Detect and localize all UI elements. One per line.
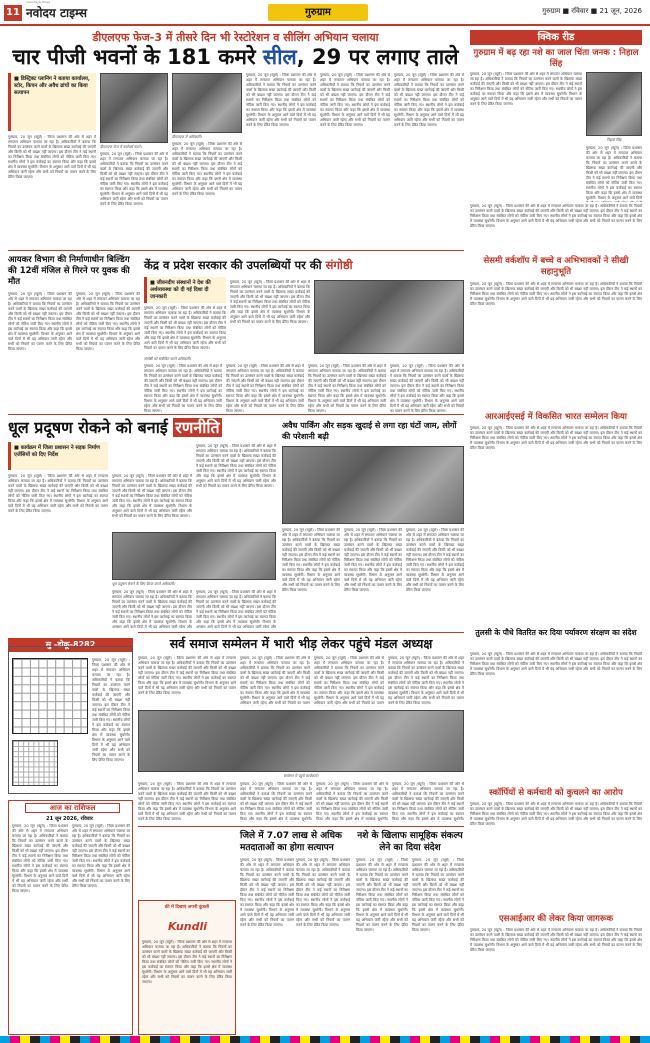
story6-body-col3: गुरुग्राम, 20 जून (ब्यूरो) : जिला प्रशासन की ओर से शहर में लगातार अभियान चलाया जा रहा है। अधिकारियों ने बताया कि नियमों का उल्लंघन करने वालों के खिलाफ सख्त कार्रवाई की जाएगी और किसी को भी बख्शा नहीं जाएगा। इस दौरान टीम ने कई स्थानों का निरीक्षण किया तथा संबंधित लोगों को नोटिस जारी किए गए। स्थानीय लोगों ने इस कार्रवाई का स्वागत किया और कहा कि इससे क्षेत्र में व्यवस्था सुधरेगी। विभाग के अनुसार आने वाले दिनों में भी यह अभियान जारी रहेगा और सभी को नियमों का पालन bbox=[314, 656, 384, 705]
right-story3-headline: आरआईएसई में विकसित भारत सम्मेलन किया bbox=[485, 412, 627, 422]
story3-body-col1: गुरुग्राम, 20 जून (ब्यूरो) : जिला प्रशासन की ओर से शहर में लगातार अभियान चलाया जा रहा है। अधिकारियों ने बताया कि नियमों का उल्लंघन करने वालों के खिलाफ सख्त कार्रवाई की जाएगी और किसी को भी बख्शा नहीं जाएगा। इस दौरान टीम ने कई स्थानों का निरीक्षण किया तथा संबंधित लोगों को नोटिस जारी किए गए। स्थानीय लोगों ने इस कार्रवाई का स्वागत किया और कहा कि इससे क्षेत्र में व्यवस्था सुधरेगी। विभाग के अनुसार आने वाले दिनों में भी यह अभियान जारी रहेगा और सभी को नियमों का पालन करने के लिए प्रेरित किया जाएगा। bbox=[144, 306, 226, 350]
lead-body-col6: गुरुग्राम, 20 जून (ब्यूरो) : जिला प्रशासन की ओर से शहर में लगातार अभियान चलाया जा रहा है। अधिकारियों ने बताया कि नियमों का उल्लंघन करने वालों के खिलाफ सख्त कार्रवाई की जाएगी और किसी को भी बख्शा नहीं जाएगा। इस दौरान टीम ने कई स्थानों का निरीक्षण किया तथा संबंधित लोगों को नोटिस जारी किए गए। स्थानीय लोगों ने इस कार्रवाई का स्वागत किया और कहा कि इससे क्षेत्र में व्यवस्था सुधरेगी। विभाग के अनुसार आने वाले दिनों में भी यह अभियान जारी रहेगा और सभी को नियमों का पालन करने के लिए प्रेरित किया जाएगा। bbox=[394, 73, 464, 127]
right-story5-headline: स्कॉर्पियों से कर्मचारी को कुचलने का आरोप bbox=[489, 788, 623, 798]
right-story6-body: गुरुग्राम, 20 जून (ब्यूरो) : जिला प्रशासन की ओर से शहर में लगातार अभियान चलाया जा रहा है। अधिकारियों ने बताया कि नियमों का उल्लंघन करने वालों के खिलाफ सख्त कार्रवाई की जाएगी और किसी को भी बख्शा नहीं जाएगा। इस दौरान टीम ने कई स्थानों का निरीक्षण किया तथा संबंधित लोगों को नोटिस जारी किए गए। स्थानीय लोगों ने इस कार्रवाई का स्वागत किया और कहा कि इससे क्षेत्र में व्यवस्था सुधरेगी। विभाग के अनुसार आने वाले दिनों में भी यह अभियान जारी रहेगा और सभी को नियमों का पालन करने के लिए प्रेरित किया जाएगा। bbox=[470, 928, 642, 952]
story8-body-col2: गुरुग्राम, 20 जून (ब्यूरो) : जिला प्रशासन की ओर से शहर में लगातार अभियान चलाया जा रहा है। अधिकारियों ने बताया कि नियमों का उल्लंघन करने वालों के खिलाफ सख्त कार्रवाई की जाएगी और किसी को भी बख्शा नहीं जाएगा। इस दौरान टीम ने कई स्थानों का निरीक्षण किया तथा संबंधित लोगों को नोटिस जारी किए गए। स्थानीय लोगों ने इस कार्रवाई का स्वागत किया और कहा कि इससे क्षेत्र में व्यवस्था सुधरेगी। विभाग के अनुसार आने वाले दिनों में भी यह अभियान जारी रहेगा और सभी को नियमों का पालन करने के लिए प्रेरित किया जाएगा। bbox=[412, 858, 464, 932]
divider bbox=[8, 414, 464, 415]
horoscope-date: 21 जून 2026, रविवार bbox=[46, 816, 93, 822]
paper-name: नवोदय टाइम्स bbox=[26, 6, 88, 20]
story4-subhead: ■ कार्यक्रम में जिला प्रशासन ने सड़क निर्माण एजेंसियों को दिए निर्देश bbox=[14, 445, 100, 458]
sudoku-instructions: गुरुग्राम, 20 जून (ब्यूरो) : जिला प्रशासन की ओर से शहर में लगातार अभियान चलाया जा रहा है। अधिकारियों ने बताया कि नियमों का उल्लंघन करने वालों के खिलाफ सख्त कार्रवाई की जाएगी और किसी को भी बख्शा नहीं जाएगा। इस दौरान टीम ने कई स्थानों का निरीक्षण किया तथा संबंधित लोगों को नोटिस जारी किए गए। स्थानीय लोगों ने इस कार्रवाई का स्वागत किया और कहा कि इससे क्षेत्र में व्यवस्था सुधरेगी। विभाग के अनुसार आने वाले दिनों में भी यह अभियान जारी रहेगा और सभी को नियमों का पालन करने के लिए प्रेरित किया जाएगा। bbox=[92, 658, 130, 762]
horoscope-col2: गुरुग्राम, 20 जून (ब्यूरो) : जिला प्रशासन की ओर से शहर में लगातार अभियान चलाया जा रहा है। अधिकारियों ने बताया कि नियमों का उल्लंघन करने वालों के खिलाफ सख्त कार्रवाई की जाएगी और किसी को भी बख्शा नहीं जाएगा। इस दौरान टीम ने कई स्थानों का निरीक्षण किया तथा संबंधित लोगों को नोटिस जारी किए गए। स्थानीय लोगों ने इस कार्रवाई का स्वागत किया और कहा कि इससे क्षेत्र में व्यवस्था सुधरेगी। विभाग के अनुसार आने वाले दिनों में भी यह अभियान जारी रहेगा और सभी को नियमों का पालन करने के लिए प्रेरित किया जाएगा। bbox=[72, 824, 130, 888]
right-story1-body2: गुरुग्राम, 20 जून (ब्यूरो) : जिला प्रशासन की ओर से शहर में लगातार अभियान चलाया जा रहा है। अधिकारियों ने बताया कि नियमों का उल्लंघन करने वालों के खिलाफ सख्त कार्रवाई की जाएगी और किसी को भी बख्शा नहीं जाएगा। इस दौरान टीम ने कई स्थानों का निरीक्षण किया तथा संबंधित लोगों को नोटिस जारी किए गए। स्थानीय लोगों ने इस कार्रवाई का स्वागत किया और कहा कि इससे क्षेत्र में व्यवस्था सुधरेगी। विभाग के अनुसार आने वाले दिनों bbox=[586, 146, 642, 200]
story4-photo bbox=[112, 532, 276, 580]
story3-subhead: ■ जीवनदीप संस्थानों ने देश की अर्थव्यवस्था को दी गई दिशा दी जानकारी bbox=[150, 280, 211, 300]
story8-body-col1: गुरुग्राम, 20 जून (ब्यूरो) : जिला प्रशासन की ओर से शहर में लगातार अभियान चलाया जा रहा है। अधिकारियों ने बताया कि नियमों का उल्लंघन करने वालों के खिलाफ सख्त कार्रवाई की जाएगी और किसी को भी बख्शा नहीं जाएगा। इस दौरान टीम ने कई स्थानों का निरीक्षण किया तथा संबंधित लोगों को नोटिस जारी किए गए। स्थानीय लोगों ने इस कार्रवाई का स्वागत किया और कहा कि इससे क्षेत्र में व्यवस्था सुधरेगी। विभाग के अनुसार आने वाले दिनों में भी यह अभियान जारी रहेगा और सभी को नियमों का पालन करने के लिए प्रेरित किया जाएगा। bbox=[356, 858, 408, 932]
sudoku-title: सु -डोकू-8282 bbox=[8, 638, 133, 652]
sudoku-answer-grid bbox=[12, 740, 58, 786]
lead-caption-2: डीएलएफ में अधिकारी। bbox=[172, 135, 202, 139]
lead-points: ■ डिस्ट्रिक्ट प्लानिंग ने बताया कार्यालय, स्टोर, किचन और अवैध ढांचों का किया सत्यापन bbox=[14, 76, 90, 96]
story4-caption: धूल प्रदूषण रोकने के लिए बैठक करते अधिकारी। bbox=[112, 582, 176, 586]
lead-photo-1 bbox=[100, 73, 168, 143]
story4-headline bbox=[8, 418, 308, 438]
lead-caption-1: डीएलएफ फेज में कार्रवाई करते। bbox=[100, 145, 142, 149]
story3-body-col2: गुरुग्राम, 20 जून (ब्यूरो) : जिला प्रशासन की ओर से शहर में लगातार अभियान चलाया जा रहा है। अधिकारियों ने बताया कि नियमों का उल्लंघन करने वालों के खिलाफ सख्त कार्रवाई की जाएगी और किसी को भी बख्शा नहीं जाएगा। इस दौरान टीम ने कई स्थानों का निरीक्षण किया तथा संबंधित लोगों को नोटिस जारी किए गए। स्थानीय लोगों ने इस कार्रवाई का स्वागत किया और कहा कि इससे क्षेत्र में व्यवस्था सुधरेगी। विभाग के अनुसार आने वाले दिनों में भी यह अभियान जारी रहेगा और सभी को नियमों का पालन करने के लिए प्रेरित किया जाएगा। bbox=[230, 280, 310, 324]
story4-body-col3: गुरुग्राम, 20 जून (ब्यूरो) : जिला प्रशासन की ओर से शहर में लगातार अभियान चलाया जा रहा है। अधिकारियों ने बताया कि नियमों का उल्लंघन करने वालों के खिलाफ सख्त कार्रवाई की जाएगी और किसी को भी बख्शा नहीं जाएगा। इस दौरान टीम ने कई स्थानों का निरीक्षण किया तथा संबंधित लोगों को नोटिस जारी किए गए। स्थानीय लोगों ने इस कार्रवाई का स्वागत किया और कहा कि इससे क्षेत्र में व्यवस्था सुधरेगी। विभाग के अनुसार आने वाले दिनों में भी यह अभियान जारी रहेगा और सभी को नियमों का पालन करने के लिए प्रेरित किया जाएगा। bbox=[196, 444, 276, 488]
story6-body-col6: गुरुग्राम, 20 जून (ब्यूरो) : जिला प्रशासन की ओर से शहर में लगातार अभियान चलाया जा रहा है। अधिकारियों ने बताया कि नियमों का उल्लंघन करने वालों के खिलाफ सख्त कार्रवाई की जाएगी और किसी को भी बख्शा नहीं जाएगा। इस दौरान टीम ने कई स्थानों का निरीक्षण किया तथा संबंधित लोगों को नोटिस जारी किए गए। स्थानीय लोगों ने इस कार्रवाई का स्वागत किया और कहा कि इससे क्षेत्र में व्यवस्था सुधरेगी। bbox=[240, 782, 312, 821]
divider bbox=[138, 632, 464, 633]
story5-body-col1: गुरुग्राम, 20 जून (ब्यूरो) : जिला प्रशासन की ओर से शहर में लगातार अभियान चलाया जा रहा है। अधिकारियों ने बताया कि नियमों का उल्लंघन करने वालों के खिलाफ सख्त कार्रवाई की जाएगी और किसी को भी बख्शा नहीं जाएगा। इस दौरान टीम ने कई स्थानों का निरीक्षण किया तथा संबंधित लोगों को नोटिस जारी किए गए। स्थानीय लोगों ने इस कार्रवाई का स्वागत किया और कहा कि इससे क्षेत्र में व्यवस्था सुधरेगी। विभाग के अनुसार आने वाले दिनों में भी यह अभियान जारी रहेगा और सभी को नियमों का पालन करने के लिए प्रेरित किया जाएगा। bbox=[282, 528, 340, 592]
story3-headline-b: संगोष्ठी bbox=[325, 258, 353, 272]
right-story1-body: गुरुग्राम, 20 जून (ब्यूरो) : जिला प्रशासन की ओर से शहर में लगातार अभियान चलाया जा रहा है। अधिकारियों ने बताया कि नियमों का उल्लंघन करने वालों के खिलाफ सख्त कार्रवाई की जाएगी और किसी को भी बख्शा नहीं जाएगा। इस दौरान टीम ने कई स्थानों का निरीक्षण किया तथा संबंधित लोगों को नोटिस जारी किए गए। स्थानीय लोगों ने इस कार्रवाई का स्वागत किया और कहा कि इससे क्षेत्र में व्यवस्था सुधरेगी। विभाग के अनुसार आने वाले दिनों में भी यह अभियान जारी रहेगा और सभी को नियमों का पालन करने के लिए प्रेरित किया जाएगा। bbox=[470, 72, 582, 106]
story6-body-col4: गुरुग्राम, 20 जून (ब्यूरो) : जिला प्रशासन की ओर से शहर में लगातार अभियान चलाया जा रहा है। अधिकारियों ने बताया कि नियमों का उल्लंघन करने वालों के खिलाफ सख्त कार्रवाई की जाएगी और किसी को भी बख्शा नहीं जाएगा। इस दौरान टीम ने कई स्थानों का निरीक्षण किया तथा संबंधित लोगों को नोटिस जारी किए गए। स्थानीय लोगों ने इस कार्रवाई का स्वागत किया और कहा कि इससे क्षेत्र में व्यवस्था सुधरेगी। विभाग के अनुसार आने वाले दिनों में भी यह अभियान जारी रहेगा और सभी को नियमों का पालन करने के लिए प्रेरित किया जाएगा। bbox=[388, 656, 464, 705]
right-story3-body: गुरुग्राम, 20 जून (ब्यूरो) : जिला प्रशासन की ओर से शहर में लगातार अभियान चलाया जा रहा है। अधिकारियों ने बताया कि नियमों का उल्लंघन करने वालों के खिलाफ सख्त कार्रवाई की जाएगी और किसी को भी बख्शा नहीं जाएगा। इस दौरान टीम ने कई स्थानों का निरीक्षण किया तथा संबंधित लोगों को नोटिस जारी किए गए। स्थानीय लोगों ने इस कार्रवाई का स्वागत किया और कहा कि इससे क्षेत्र में व्यवस्था सुधरेगी। विभाग के अनुसार आने वाले दिनों में भी यह अभियान जारी रहेगा और सभी को नियमों का पालन करने के लिए प्रेरित किया जाएगा। bbox=[470, 426, 642, 450]
story5-photo bbox=[282, 446, 464, 524]
right-story1-photo bbox=[586, 72, 642, 136]
lead-headline-c: , 29 पर लगाए ताले bbox=[296, 45, 459, 69]
story7-headline: जिले में 7.07 लाख से अधिक मतदाताओं का होगा सत्यापन bbox=[240, 831, 342, 853]
story6-headline: सर्व समाज सम्मेलन में भारी भीड़ लेकर पहुंचे मंडल अध्यक्ष bbox=[169, 636, 433, 651]
story4-headline-b: रणनीति bbox=[175, 418, 220, 437]
right-story1-caption: निहाल सिंह bbox=[606, 138, 622, 142]
right-story2-body: गुरुग्राम, 20 जून (ब्यूरो) : जिला प्रशासन की ओर से शहर में लगातार अभियान चलाया जा रहा है। अधिकारियों ने बताया कि नियमों का उल्लंघन करने वालों के खिलाफ सख्त कार्रवाई की जाएगी और किसी को भी बख्शा नहीं जाएगा। इस दौरान टीम ने कई स्थानों का निरीक्षण किया तथा संबंधित लोगों को नोटिस जारी किए गए। स्थानीय लोगों ने इस कार्रवाई का स्वागत किया और कहा कि इससे क्षेत्र में व्यवस्था सुधरेगी। विभाग के अनुसार आने वाले दिनों में भी यह अभियान जारी रहेगा और सभी को नियमों का पालन करने के लिए प्रेरित किया जाएगा। bbox=[470, 282, 642, 306]
story6-body-col8: गुरुग्राम, 20 जून (ब्यूरो) : जिला प्रशासन की ओर से शहर में लगातार अभियान चलाया जा रहा है। अधिकारियों ने बताया कि नियमों का उल्लंघन करने वालों के खिलाफ सख्त कार्रवाई की जाएगी और किसी को भी बख्शा नहीं जाएगा। इस दौरान टीम ने कई स्थानों का निरीक्षण किया तथा संबंधित लोगों को नोटिस जारी किए गए। स्थानीय लोगों ने इस कार्रवाई का स्वागत किया और कहा कि इससे क्षेत्र में व्यवस्था सुधरेगी। bbox=[392, 782, 464, 821]
kundli-logo: Kundli bbox=[168, 920, 207, 933]
story3-headline-a: केंद्र व प्रदेश सरकार की उपलब्धियों पर की bbox=[144, 258, 326, 272]
lead-body-col4: गुरुग्राम, 20 जून (ब्यूरो) : जिला प्रशासन की ओर से शहर में लगातार अभियान चलाया जा रहा है। अधिकारियों ने बताया कि नियमों का उल्लंघन करने वालों के खिलाफ सख्त कार्रवाई की जाएगी और किसी को भी बख्शा नहीं जाएगा। इस दौरान टीम ने कई स्थानों का निरीक्षण किया तथा संबंधित लोगों को नोटिस जारी किए गए। स्थानीय लोगों ने इस कार्रवाई का स्वागत किया और कहा कि इससे क्षेत्र में व्यवस्था सुधरेगी। विभाग के अनुसार आने वाले दिनों में भी यह अभियान जारी रहेगा और सभी को नियमों का पालन करने के लिए प्रेरित किया जाएगा। bbox=[246, 73, 316, 127]
story6-photo bbox=[138, 710, 464, 772]
right-story1-headline: गुरुग्राम में बढ़ रहा नशे का जाल चिंता जनक : निहाल सिंह bbox=[473, 48, 639, 69]
right-story5-body: गुरुग्राम, 20 जून (ब्यूरो) : जिला प्रशासन की ओर से शहर में लगातार अभियान चलाया जा रहा है। अधिकारियों ने बताया कि नियमों का उल्लंघन करने वालों के खिलाफ सख्त कार्रवाई की जाएगी और किसी को भी बख्शा नहीं जाएगा। इस दौरान टीम ने कई स्थानों का निरीक्षण किया तथा संबंधित लोगों को नोटिस जारी किए गए। स्थानीय लोगों ने इस कार्रवाई का स्वागत किया और कहा कि इससे क्षेत्र में व्यवस्था सुधरेगी। विभाग के अनुसार आने वाले दिनों में भी यह अभियान जारी रहेगा और सभी को नियमों का पालन करने के लिए प्रेरित किया जाएगा। bbox=[470, 802, 642, 826]
story6-body-col5: गुरुग्राम, 20 जून (ब्यूरो) : जिला प्रशासन की ओर से शहर में लगातार अभियान चलाया जा रहा है। अधिकारियों ने बताया कि नियमों का उल्लंघन करने वालों के खिलाफ सख्त कार्रवाई की जाएगी और किसी को भी बख्शा नहीं जाएगा। इस दौरान टीम ने कई स्थानों का निरीक्षण किया तथा संबंधित लोगों को नोटिस जारी किए गए। स्थानीय लोगों ने इस कार्रवाई का स्वागत किया और कहा कि इससे क्षेत्र में व्यवस्था सुधरेगी। विभाग के अनुसार आने वाले दिनों में भी यह अभियान जारी रहेगा और सभी को नियमों का पालन करने के लिए प्रेरित किया जाएगा। bbox=[138, 782, 236, 821]
horoscope-title: आज का राशिफल bbox=[25, 803, 120, 813]
story3-body-col4: गुरुग्राम, 20 जून (ब्यूरो) : जिला प्रशासन की ओर से शहर में लगातार अभियान चलाया जा रहा है। अधिकारियों ने बताया कि नियमों का उल्लंघन करने वालों के खिलाफ सख्त कार्रवाई की जाएगी और किसी को भी बख्शा नहीं जाएगा। इस दौरान टीम ने कई स्थानों का निरीक्षण किया तथा संबंधित लोगों को नोटिस जारी किए गए। स्थानीय लोगों ने इस कार्रवाई का स्वागत किया और कहा कि इससे क्षेत्र में व्यवस्था सुधरेगी। विभाग के अनुसार आने वाले दिनों में भी यह अभियान जारी रहेगा और सभी को नियमों का पालन करने के लिए प्रेरित किया जाएगा। bbox=[226, 364, 304, 412]
story8-headline: नशे के खिलाफ सामूहिक संकल्प लेने का दिया संदेश bbox=[357, 831, 463, 853]
horoscope-col1: गुरुग्राम, 20 जून (ब्यूरो) : जिला प्रशासन की ओर से शहर में लगातार अभियान चलाया जा रहा है। अधिकारियों ने बताया कि नियमों का उल्लंघन करने वालों के खिलाफ सख्त कार्रवाई की जाएगी और किसी को भी बख्शा नहीं जाएगा। इस दौरान टीम ने कई स्थानों का निरीक्षण किया तथा संबंधित लोगों को नोटिस जारी किए गए। स्थानीय लोगों ने इस कार्रवाई का स्वागत किया और कहा कि इससे क्षेत्र में व्यवस्था सुधरेगी। विभाग के अनुसार आने वाले दिनों में भी यह अभियान जारी रहेगा और सभी को नियमों का पालन करने के लिए प्रेरित किया जाएगा। bbox=[12, 824, 68, 893]
lead-headline-a: चार पीजी भवनों के 181 कमरे bbox=[12, 45, 263, 69]
kundli-ad-text: गुरुग्राम, 20 जून (ब्यूरो) : जिला प्रशासन की ओर से शहर में लगातार अभियान चलाया जा रहा है। अधिकारियों ने बताया कि नियमों का उल्लंघन करने वालों के खिलाफ सख्त कार्रवाई की जाएगी और किसी को भी बख्शा नहीं जाएगा। इस दौरान टीम ने कई स्थानों का निरीक्षण किया तथा संबंधित लोगों को नोटिस जारी किए गए। स्थानीय लोगों ने इस कार्रवाई का स्वागत किया और कहा कि इससे क्षेत्र में व्यवस्था सुधरेगी। विभाग के अनुसार आने वाले दिनों में भी यह अभियान जारी रहेगा और सभी को नियमों का पालन करने के लिए प्रेरित किया जाएगा। bbox=[142, 940, 232, 984]
page-number: 11 bbox=[4, 5, 22, 21]
paper-subtitle: navodaya times bbox=[26, 0, 51, 4]
story7-body-col1: गुरुग्राम, 20 जून (ब्यूरो) : जिला प्रशासन की ओर से शहर में लगातार अभियान चलाया जा रहा है। अधिकारियों ने बताया कि नियमों का उल्लंघन करने वालों के खिलाफ सख्त कार्रवाई की जाएगी और किसी को भी बख्शा नहीं जाएगा। इस दौरान टीम ने कई स्थानों का निरीक्षण किया तथा संबंधित लोगों को नोटिस जारी किए गए। स्थानीय लोगों ने इस कार्रवाई का स्वागत किया और कहा कि इससे क्षेत्र में व्यवस्था सुधरेगी। विभाग के अनुसार आने वाले दिनों में भी यह अभियान जारी रहेगा और सभी को नियमों का पालन करने के लिए प्रेरित किया जाएगा। bbox=[240, 858, 294, 927]
story4-body-col4: गुरुग्राम, 20 जून (ब्यूरो) : जिला प्रशासन की ओर से शहर में लगातार अभियान चलाया जा रहा है। अधिकारियों ने बताया कि नियमों का उल्लंघन करने वालों के खिलाफ सख्त कार्रवाई की जाएगी और किसी को भी बख्शा नहीं जाएगा। इस दौरान टीम ने कई स्थानों का निरीक्षण किया तथा संबंधित लोगों को नोटिस जारी किए गए। स्थानीय लोगों ने इस कार्रवाई का स्वागत किया और कहा कि इससे क्षेत्र में व्यवस्था सुधरेगी। विभाग के अनुसार आने वाले दिनों में भी यह अभियान जारी रहेगा और bbox=[112, 590, 192, 628]
story3-body-col5: गुरुग्राम, 20 जून (ब्यूरो) : जिला प्रशासन की ओर से शहर में लगातार अभियान चलाया जा रहा है। अधिकारियों ने बताया कि नियमों का उल्लंघन करने वालों के खिलाफ सख्त कार्रवाई की जाएगी और किसी को भी बख्शा नहीं जाएगा। इस दौरान टीम ने कई स्थानों का निरीक्षण किया तथा संबंधित लोगों को नोटिस जारी किए गए। स्थानीय लोगों ने इस कार्रवाई का स्वागत किया और कहा कि इससे क्षेत्र में व्यवस्था सुधरेगी। विभाग के अनुसार आने वाले दिनों में भी यह अभियान जारी रहेगा और सभी को नियमों का पालन करने के लिए प्रेरित किया जाएगा। bbox=[308, 364, 386, 412]
masthead bbox=[0, 0, 650, 26]
right-story4-body: गुरुग्राम, 20 जून (ब्यूरो) : जिला प्रशासन की ओर से शहर में लगातार अभियान चलाया जा रहा है। अधिकारियों ने बताया कि नियमों का उल्लंघन करने वालों के खिलाफ सख्त कार्रवाई की जाएगी और किसी को भी बख्शा नहीं जाएगा। इस दौरान टीम ने कई स्थानों का निरीक्षण किया तथा संबंधित लोगों को नोटिस जारी किए गए। स्थानीय लोगों ने इस कार्रवाई का स्वागत किया और कहा कि इससे क्षेत्र में व्यवस्था सुधरेगी। विभाग के अनुसार आने वाले दिनों में भी यह अभियान जारी रहेगा और सभी को नियमों का पालन करने के लिए प्रेरित किया जाएगा। bbox=[470, 652, 642, 676]
right-story2-headline: सेसमी वर्कशॉप में बच्चे व अभिभावकों ने सीखी सहानुभूति bbox=[483, 256, 629, 277]
story6-body-col7: गुरुग्राम, 20 जून (ब्यूरो) : जिला प्रशासन की ओर से शहर में लगातार अभियान चलाया जा रहा है। अधिकारियों ने बताया कि नियमों का उल्लंघन करने वालों के खिलाफ सख्त कार्रवाई की जाएगी और किसी को भी बख्शा नहीं जाएगा। इस दौरान टीम ने कई स्थानों का निरीक्षण किया तथा संबंधित लोगों को नोटिस जारी किए गए। स्थानीय लोगों ने इस कार्रवाई का स्वागत किया और कहा कि इससे क्षेत्र में व्यवस्था सुधरेगी। bbox=[316, 782, 388, 821]
right-story4-headline: तुलसी के पौधे वितरित कर दिया पर्यावरण संरक्षण का संदेश bbox=[475, 628, 637, 637]
story6-body-col2: गुरुग्राम, 20 जून (ब्यूरो) : जिला प्रशासन की ओर से शहर में लगातार अभियान चलाया जा रहा है। अधिकारियों ने बताया कि नियमों का उल्लंघन करने वालों के खिलाफ सख्त कार्रवाई की जाएगी और किसी को भी बख्शा नहीं जाएगा। इस दौरान टीम ने कई स्थानों का निरीक्षण किया तथा संबंधित लोगों को नोटिस जारी किए गए। स्थानीय लोगों ने इस कार्रवाई का स्वागत किया और कहा कि इससे क्षेत्र में व्यवस्था सुधरेगी। विभाग के अनुसार आने वाले दिनों में भी यह अभियान जारी रहेगा और सभी को नियमों का पालन bbox=[240, 656, 310, 705]
lead-kicker: डीएलएफ फेज-3 में तीसरे दिन भी रेस्टोरेशन व सीलिंग अभियान चलाया bbox=[92, 31, 379, 44]
story2-body-col2: गुरुग्राम, 20 जून (ब्यूरो) : जिला प्रशासन की ओर से शहर में लगातार अभियान चलाया जा रहा है। अधिकारियों ने बताया कि नियमों का उल्लंघन करने वालों के खिलाफ सख्त कार्रवाई की जाएगी और किसी को भी बख्शा नहीं जाएगा। इस दौरान टीम ने कई स्थानों का निरीक्षण किया तथा संबंधित लोगों को नोटिस जारी किए गए। स्थानीय लोगों ने इस कार्रवाई का स्वागत किया और कहा कि इससे क्षेत्र में व्यवस्था सुधरेगी। विभाग के अनुसार आने वाले दिनों में भी यह अभियान जारी रहेगा और सभी को नियमों का पालन करने के लिए प्रेरित किया जाएगा। bbox=[76, 292, 140, 351]
story4-body-col5: गुरुग्राम, 20 जून (ब्यूरो) : जिला प्रशासन की ओर से शहर में लगातार अभियान चलाया जा रहा है। अधिकारियों ने बताया कि नियमों का उल्लंघन करने वालों के खिलाफ सख्त कार्रवाई की जाएगी और किसी को भी बख्शा नहीं जाएगा। इस दौरान टीम ने कई स्थानों का निरीक्षण किया तथा संबंधित लोगों को नोटिस जारी किए गए। स्थानीय लोगों ने इस कार्रवाई का स्वागत किया और कहा कि इससे क्षेत्र में व्यवस्था सुधरेगी। विभाग के अनुसार आने वाले दिनों में भी यह अभियान जारी रहेगा और bbox=[196, 590, 276, 628]
color-registration-bar bbox=[0, 1036, 650, 1043]
sudoku-grid bbox=[12, 658, 88, 734]
story5-headline: अवैध पार्किंग और सड़क खुदाई से लगा रहा घंटों जाम, लोगों की परेशानी बढ़ी bbox=[282, 421, 457, 441]
divider bbox=[138, 826, 464, 827]
story6-body-col1: गुरुग्राम, 20 जून (ब्यूरो) : जिला प्रशासन की ओर से शहर में लगातार अभियान चलाया जा रहा है। अधिकारियों ने बताया कि नियमों का उल्लंघन करने वालों के खिलाफ सख्त कार्रवाई की जाएगी और किसी को भी बख्शा नहीं जाएगा। इस दौरान टीम ने कई स्थानों का निरीक्षण किया तथा संबंधित लोगों को नोटिस जारी किए गए। स्थानीय लोगों ने इस कार्रवाई का स्वागत किया और कहा कि इससे क्षेत्र में व्यवस्था सुधरेगी। विभाग के अनुसार आने वाले दिनों में भी यह अभियान जारी रहेगा और सभी को नियमों का पालन करने के लिए प्रेरित किया जाएगा। bbox=[138, 656, 236, 695]
story3-subhead-box bbox=[144, 277, 226, 303]
story5-body-col3: गुरुग्राम, 20 जून (ब्यूरो) : जिला प्रशासन की ओर से शहर में लगातार अभियान चलाया जा रहा है। अधिकारियों ने बताया कि नियमों का उल्लंघन करने वालों के खिलाफ सख्त कार्रवाई की जाएगी और किसी को भी बख्शा नहीं जाएगा। इस दौरान टीम ने कई स्थानों का निरीक्षण किया तथा संबंधित लोगों को नोटिस जारी किए गए। स्थानीय लोगों ने इस कार्रवाई का स्वागत किया और कहा कि इससे क्षेत्र में व्यवस्था सुधरेगी। विभाग के अनुसार आने वाले दिनों में भी यह अभियान जारी रहेगा और सभी को नियमों का पालन करने के लिए प्रेरित किया जाएगा। bbox=[406, 528, 464, 592]
kundli-ad-sub: फ्री में दिखाएं अपनी कुंडली bbox=[164, 905, 210, 910]
section-tag: गुरुग्राम bbox=[268, 4, 368, 21]
date-line: गुरुग्राम ■ रविवार ■ 21 जून, 2026 bbox=[542, 7, 642, 15]
story4-headline-a: धूल प्रदूषण रोकने को बनाई bbox=[8, 418, 174, 437]
story3-headline bbox=[144, 258, 464, 272]
story3-photo bbox=[314, 280, 464, 354]
right-story6-headline: एसआईआर की लेकर किया जागरूक bbox=[498, 914, 614, 924]
lead-body-col2: गुरुग्राम, 20 जून (ब्यूरो) : जिला प्रशासन की ओर से शहर में लगातार अभियान चलाया जा रहा है। अधिकारियों ने बताया कि नियमों का उल्लंघन करने वालों के खिलाफ सख्त कार्रवाई की जाएगी और किसी को भी बख्शा नहीं जाएगा। इस दौरान टीम ने कई स्थानों का निरीक्षण किया तथा संबंधित लोगों को नोटिस जारी किए गए। स्थानीय लोगों ने इस कार्रवाई का स्वागत किया और कहा कि इससे क्षेत्र में व्यवस्था सुधरेगी। विभाग के अनुसार आने वाले दिनों में भी यह अभियान जारी रहेगा और सभी को नियमों का पालन करने के लिए प्रेरित किया जाएगा। bbox=[100, 152, 168, 206]
story3-body-col6: गुरुग्राम, 20 जून (ब्यूरो) : जिला प्रशासन की ओर से शहर में लगातार अभियान चलाया जा रहा है। अधिकारियों ने बताया कि नियमों का उल्लंघन करने वालों के खिलाफ सख्त कार्रवाई की जाएगी और किसी को भी बख्शा नहीं जाएगा। इस दौरान टीम ने कई स्थानों का निरीक्षण किया तथा संबंधित लोगों को नोटिस जारी किए गए। स्थानीय लोगों ने इस कार्रवाई का स्वागत किया और कहा कि इससे क्षेत्र में व्यवस्था सुधरेगी। विभाग के अनुसार आने वाले दिनों में भी यह अभियान जारी रहेगा और सभी को नियमों का पालन करने के लिए प्रेरित किया जाएगा। bbox=[390, 364, 464, 412]
divider bbox=[8, 250, 464, 251]
right-story1-body3: गुरुग्राम, 20 जून (ब्यूरो) : जिला प्रशासन की ओर से शहर में लगातार अभियान चलाया जा रहा है। अधिकारियों ने बताया कि नियमों का उल्लंघन करने वालों के खिलाफ सख्त कार्रवाई की जाएगी और किसी को भी बख्शा नहीं जाएगा। इस दौरान टीम ने कई स्थानों का निरीक्षण किया तथा संबंधित लोगों को नोटिस जारी किए गए। स्थानीय लोगों ने इस कार्रवाई का स्वागत किया और कहा कि इससे क्षेत्र में व्यवस्था सुधरेगी। विभाग के अनुसार आने वाले दिनों में भी यह अभियान जारी रहेगा और सभी को नियमों का पालन करने के लिए प्रेरित किया जाएगा। bbox=[470, 204, 642, 228]
lead-body-col3: गुरुग्राम, 20 जून (ब्यूरो) : जिला प्रशासन की ओर से शहर में लगातार अभियान चलाया जा रहा है। अधिकारियों ने बताया कि नियमों का उल्लंघन करने वालों के खिलाफ सख्त कार्रवाई की जाएगी और किसी को भी बख्शा नहीं जाएगा। इस दौरान टीम ने कई स्थानों का निरीक्षण किया तथा संबंधित लोगों को नोटिस जारी किए गए। स्थानीय लोगों ने इस कार्रवाई का स्वागत किया और कहा कि इससे क्षेत्र में व्यवस्था सुधरेगी। विभाग के अनुसार आने वाले दिनों में भी यह अभियान जारी रहेगा और सभी को नियमों का पालन करने के लिए प्रेरित किया जाएगा। bbox=[172, 142, 242, 196]
story4-body-col2: गुरुग्राम, 20 जून (ब्यूरो) : जिला प्रशासन की ओर से शहर में लगातार अभियान चलाया जा रहा है। अधिकारियों ने बताया कि नियमों का उल्लंघन करने वालों के खिलाफ सख्त कार्रवाई की जाएगी और किसी को भी बख्शा नहीं जाएगा। इस दौरान टीम ने कई स्थानों का निरीक्षण किया तथा संबंधित लोगों को नोटिस जारी किए गए। स्थानीय लोगों ने इस कार्रवाई का स्वागत किया और कहा कि इससे क्षेत्र में व्यवस्था सुधरेगी। विभाग के अनुसार आने वाले दिनों में भी यह अभियान जारी रहेगा और सभी को नियमों का पालन करने के लिए प्रेरित किया जाएगा। bbox=[112, 474, 192, 518]
story4-subhead-box bbox=[8, 442, 108, 470]
story3-caption: संगोष्ठी को संबोधित करते अधिकारी। bbox=[144, 357, 191, 361]
story6-caption: सम्मेलन में पहुंचे कार्यकर्ता। bbox=[283, 774, 319, 778]
lead-headline bbox=[8, 44, 463, 70]
lead-headline-b: सील bbox=[262, 45, 297, 69]
lead-body-col1: गुरुग्राम, 20 जून (ब्यूरो) : जिला प्रशासन की ओर से शहर में लगातार अभियान चलाया जा रहा है। अधिकारियों ने बताया कि नियमों का उल्लंघन करने वालों के खिलाफ सख्त कार्रवाई की जाएगी और किसी को भी बख्शा नहीं जाएगा। इस दौरान टीम ने कई स्थानों का निरीक्षण किया तथा संबंधित लोगों को नोटिस जारी किए गए। स्थानीय लोगों ने इस कार्रवाई का स्वागत किया और कहा कि इससे क्षेत्र में व्यवस्था सुधरेगी। विभाग के अनुसार आने वाले दिनों में भी यह अभियान जारी रहेगा और सभी को नियमों का पालन करने के लिए प्रेरित किया जाएगा। bbox=[8, 135, 96, 179]
story4-body-col1: गुरुग्राम, 20 जून (ब्यूरो) : जिला प्रशासन की ओर से शहर में लगातार अभियान चलाया जा रहा है। अधिकारियों ने बताया कि नियमों का उल्लंघन करने वालों के खिलाफ सख्त कार्रवाई की जाएगी और किसी को भी बख्शा नहीं जाएगा। इस दौरान टीम ने कई स्थानों का निरीक्षण किया तथा संबंधित लोगों को नोटिस जारी किए गए। स्थानीय लोगों ने इस कार्रवाई का स्वागत किया और कहा कि इससे क्षेत्र में व्यवस्था सुधरेगी। विभाग के अनुसार आने वाले दिनों में भी यह अभियान जारी रहेगा और सभी को नियमों का पालन करने के लिए प्रेरित किया जाएगा। bbox=[8, 474, 108, 513]
lead-points-box bbox=[8, 73, 96, 131]
story2-body-col1: गुरुग्राम, 20 जून (ब्यूरो) : जिला प्रशासन की ओर से शहर में लगातार अभियान चलाया जा रहा है। अधिकारियों ने बताया कि नियमों का उल्लंघन करने वालों के खिलाफ सख्त कार्रवाई की जाएगी और किसी को भी बख्शा नहीं जाएगा। इस दौरान टीम ने कई स्थानों का निरीक्षण किया तथा संबंधित लोगों को नोटिस जारी किए गए। स्थानीय लोगों ने इस कार्रवाई का स्वागत किया और कहा कि इससे क्षेत्र में व्यवस्था सुधरेगी। विभाग के अनुसार आने वाले दिनों में भी यह अभियान जारी रहेगा और सभी को नियमों का पालन करने के लिए प्रेरित किया जाएगा। bbox=[8, 292, 72, 351]
story5-body-col2: गुरुग्राम, 20 जून (ब्यूरो) : जिला प्रशासन की ओर से शहर में लगातार अभियान चलाया जा रहा है। अधिकारियों ने बताया कि नियमों का उल्लंघन करने वालों के खिलाफ सख्त कार्रवाई की जाएगी और किसी को भी बख्शा नहीं जाएगा। इस दौरान टीम ने कई स्थानों का निरीक्षण किया तथा संबंधित लोगों को नोटिस जारी किए गए। स्थानीय लोगों ने इस कार्रवाई का स्वागत किया और कहा कि इससे क्षेत्र में व्यवस्था सुधरेगी। विभाग के अनुसार आने वाले दिनों में भी यह अभियान जारी रहेगा और सभी को नियमों का पालन करने के लिए प्रेरित किया जाएगा। bbox=[344, 528, 402, 592]
lead-photo-2 bbox=[172, 73, 242, 133]
lead-body-col5: गुरुग्राम, 20 जून (ब्यूरो) : जिला प्रशासन की ओर से शहर में लगातार अभियान चलाया जा रहा है। अधिकारियों ने बताया कि नियमों का उल्लंघन करने वालों के खिलाफ सख्त कार्रवाई की जाएगी और किसी को भी बख्शा नहीं जाएगा। इस दौरान टीम ने कई स्थानों का निरीक्षण किया तथा संबंधित लोगों को नोटिस जारी किए गए। स्थानीय लोगों ने इस कार्रवाई का स्वागत किया और कहा कि इससे क्षेत्र में व्यवस्था सुधरेगी। विभाग के अनुसार आने वाले दिनों में भी यह अभियान जारी रहेगा और सभी को नियमों का पालन करने के लिए प्रेरित किया जाएगा। bbox=[320, 73, 390, 127]
quick-read-banner: क्विक रीड bbox=[470, 30, 642, 45]
story3-body-col3: गुरुग्राम, 20 जून (ब्यूरो) : जिला प्रशासन की ओर से शहर में लगातार अभियान चलाया जा रहा है। अधिकारियों ने बताया कि नियमों का उल्लंघन करने वालों के खिलाफ सख्त कार्रवाई की जाएगी और किसी को भी बख्शा नहीं जाएगा। इस दौरान टीम ने कई स्थानों का निरीक्षण किया तथा संबंधित लोगों को नोटिस जारी किए गए। स्थानीय लोगों ने इस कार्रवाई का स्वागत किया और कहा कि इससे क्षेत्र में व्यवस्था सुधरेगी। विभाग के अनुसार आने वाले दिनों में भी यह अभियान जारी रहेगा और सभी को नियमों का पालन करने के लिए प्रेरित किया जाएगा। bbox=[144, 364, 222, 412]
story2-headline: आयकर विभाग की निर्माणाधीन बिल्डिंग की 12वीं मंजिल से गिरने पर युवक की मौत bbox=[8, 255, 130, 287]
story7-body-col2: गुरुग्राम, 20 जून (ब्यूरो) : जिला प्रशासन की ओर से शहर में लगातार अभियान चलाया जा रहा है। अधिकारियों ने बताया कि नियमों का उल्लंघन करने वालों के खिलाफ सख्त कार्रवाई की जाएगी और किसी को भी बख्शा नहीं जाएगा। इस दौरान टीम ने कई स्थानों का निरीक्षण किया तथा संबंधित लोगों को नोटिस जारी किए गए। स्थानीय लोगों ने इस कार्रवाई का स्वागत किया और कहा कि इससे क्षेत्र में व्यवस्था सुधरेगी। विभाग के अनुसार आने वाले दिनों में भी यह अभियान जारी रहेगा और सभी को नियमों का पालन करने के लिए प्रेरित किया जाएगा। bbox=[296, 858, 350, 927]
